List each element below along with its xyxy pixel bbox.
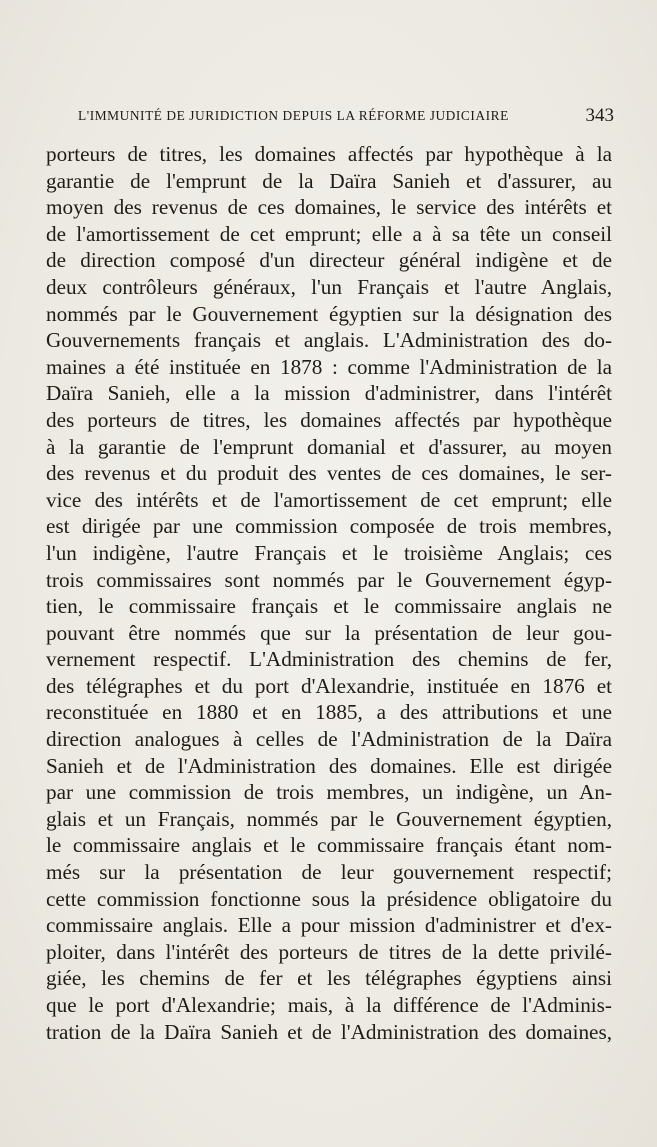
text-line: pouvant être nommés que sur la présentation de leur gou- bbox=[46, 620, 612, 645]
text-line: ploiter, dans l'intérêt des porteurs de titres de la dette privilé- bbox=[46, 939, 612, 964]
running-title: L'IMMUNITÉ DE JURIDICTION DEPUIS LA RÉFORME JUDICIAIRE bbox=[78, 108, 509, 123]
text-line: deux contrôleurs généraux, l'un Français et l'autre Anglais, bbox=[46, 274, 612, 299]
text-line: porteurs de titres, les domaines affectés par hypothèque à la bbox=[46, 142, 612, 166]
text-line: de direction composé d'un directeur général indigène et de bbox=[46, 248, 612, 273]
text-line: l'un indigène, l'autre Français et le troisième Anglais; ces bbox=[46, 540, 612, 565]
text-line: glais et un Français, nommés par le Gouvernement égyptien, bbox=[46, 806, 612, 831]
text-line: nommés par le Gouvernement égyptien sur la désignation des bbox=[46, 301, 612, 326]
text-line: moyen des revenus de ces domaines, le service des intérêts et bbox=[46, 195, 612, 220]
page-header bbox=[78, 101, 614, 131]
page-number: 343 bbox=[585, 105, 614, 126]
text-line: que le port d'Alexandrie; mais, à la différence de l'Adminis- bbox=[46, 993, 612, 1017]
text-line: maines a été instituée en 1878 : comme l'Administration de la bbox=[46, 354, 612, 379]
text-line: direction analogues à celles de l'Administration de la Daïra bbox=[46, 727, 612, 752]
text-line: Daïra Sanieh, elle a la mission d'administrer, dans l'intérêt bbox=[46, 381, 612, 406]
body-text bbox=[46, 141, 612, 1045]
text-line: giée, les chemins de fer et les télégraphes égyptiens ainsi bbox=[46, 966, 612, 991]
text-line: cette commission fonctionne sous la présidence obligatoire du bbox=[46, 886, 612, 911]
text-line: par une commission de trois membres, un indigène, un An- bbox=[46, 780, 612, 805]
text-line: est dirigée par une commission composée de trois membres, bbox=[46, 514, 612, 539]
text-line: garantie de l'emprunt de la Daïra Sanieh et d'assurer, au bbox=[46, 168, 612, 193]
text-line: des revenus et du produit des ventes de ces domaines, le ser- bbox=[46, 461, 612, 486]
text-line: commissaire anglais. Elle a pour mission d'administrer et d'ex- bbox=[46, 913, 612, 938]
text-line: tration de la Daïra Sanieh et de l'Administration des domaines, bbox=[46, 1019, 612, 1044]
text-line: vice des intérêts et de l'amortissement de cet emprunt; elle bbox=[46, 487, 612, 512]
text-line: des télégraphes et du port d'Alexandrie, instituée en 1876 et bbox=[46, 673, 612, 698]
text-line: de l'amortissement de cet emprunt; elle a à sa tête un conseil bbox=[46, 221, 612, 246]
text-line: à la garantie de l'emprunt domanial et d'assurer, au moyen bbox=[46, 434, 612, 459]
text-line: le commissaire anglais et le commissaire français étant nom- bbox=[46, 833, 612, 858]
text-line: més sur la présentation de leur gouvernement respectif; bbox=[46, 860, 612, 885]
text-line: Sanieh et de l'Administration des domaines. Elle est dirigée bbox=[46, 753, 612, 778]
text-line: Gouvernements français et anglais. L'Administration des do- bbox=[46, 328, 612, 353]
text-line: des porteurs de titres, les domaines affectés par hypothèque bbox=[46, 407, 612, 432]
text-line: vernement respectif. L'Administration des chemins de fer, bbox=[46, 647, 612, 672]
text-line: trois commissaires sont nommés par le Gouvernement égyp- bbox=[46, 567, 612, 592]
text-line: reconstituée en 1880 et en 1885, a des attributions et une bbox=[46, 700, 612, 725]
text-line: tien, le commissaire français et le commissaire anglais ne bbox=[46, 594, 612, 619]
